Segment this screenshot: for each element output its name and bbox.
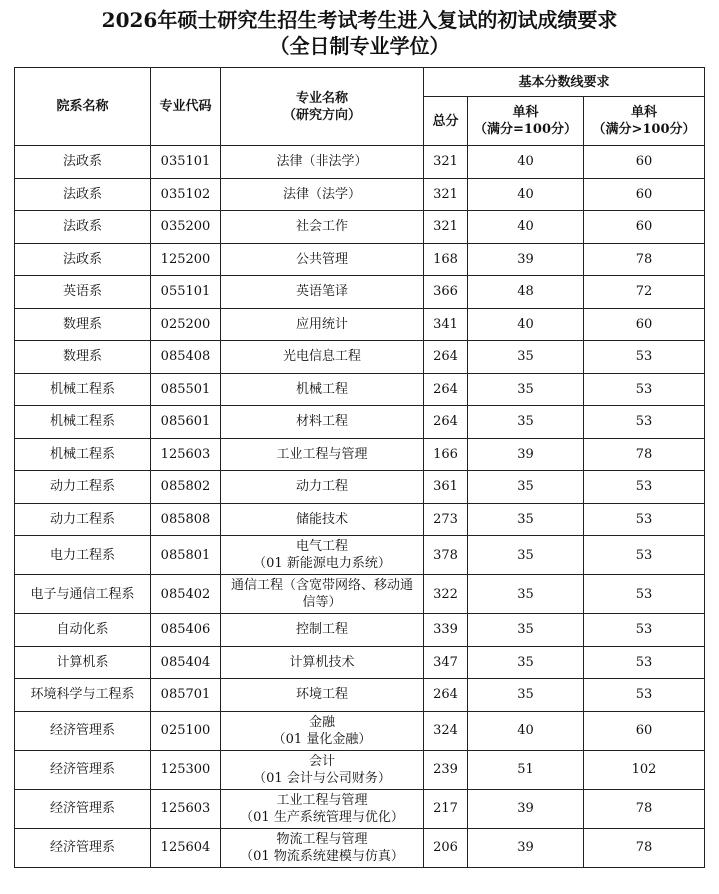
code-cell: 085801	[151, 536, 221, 575]
single-100-score-cell: 35	[468, 536, 584, 575]
dept-cell: 机械工程系	[15, 438, 151, 471]
major-direction: 信等）	[302, 595, 342, 610]
major-name: 法律（非法学）	[276, 154, 368, 170]
dept-cell: 电子与通信工程系	[15, 575, 151, 614]
code-cell: 125200	[151, 243, 221, 276]
total-score-cell: 273	[424, 503, 468, 536]
major-cell	[221, 308, 424, 341]
code-cell: 025100	[151, 711, 221, 750]
table-row	[15, 750, 705, 789]
major-cell	[221, 178, 424, 211]
total-score-cell: 239	[424, 750, 468, 789]
major-cell	[221, 828, 424, 867]
single-over-100-score-cell: 53	[584, 406, 705, 439]
header-major-direction: （研究方向）	[282, 107, 361, 123]
header-single-100	[468, 97, 584, 146]
major-name: 通信工程（含宽带网络、移动通	[230, 578, 413, 593]
code-cell: 085408	[151, 341, 221, 374]
code-cell: 085802	[151, 471, 221, 504]
dept-cell: 动力工程系	[15, 503, 151, 536]
major-cell	[221, 276, 424, 309]
total-score-cell: 206	[424, 828, 468, 867]
dept-cell: 数理系	[15, 308, 151, 341]
single-100-score-cell: 35	[468, 679, 584, 712]
single-over-100-score-cell: 60	[584, 178, 705, 211]
major-name: 环境工程	[295, 687, 348, 703]
single-100-score-cell: 39	[468, 438, 584, 471]
major-name: 社会工作	[295, 219, 348, 235]
dept-cell: 机械工程系	[15, 373, 151, 406]
major-cell	[221, 750, 424, 789]
single-100-score-cell: 39	[468, 243, 584, 276]
total-score-cell: 339	[424, 614, 468, 647]
code-cell: 125300	[151, 750, 221, 789]
dept-cell: 法政系	[15, 211, 151, 244]
dept-cell: 计算机系	[15, 646, 151, 679]
total-score-cell: 264	[424, 373, 468, 406]
header-code: 专业代码	[151, 68, 221, 146]
header-single-over-100-label: 单科	[630, 105, 657, 120]
code-cell: 085601	[151, 406, 221, 439]
single-100-score-cell: 35	[468, 575, 584, 614]
single-100-score-cell: 40	[468, 178, 584, 211]
single-over-100-score-cell: 53	[584, 503, 705, 536]
single-100-score-cell: 40	[468, 308, 584, 341]
single-100-score-cell: 35	[468, 373, 584, 406]
table-row	[15, 828, 705, 867]
table-row	[15, 471, 705, 504]
major-name: 公共管理	[295, 251, 348, 267]
code-cell: 035200	[151, 211, 221, 244]
page-subtitle: （全日制专业学位）	[269, 34, 450, 58]
table-row	[15, 243, 705, 276]
single-over-100-score-cell: 60	[584, 711, 705, 750]
total-score-cell: 361	[424, 471, 468, 504]
total-score-cell: 321	[424, 211, 468, 244]
page-title: 2026年硕士研究生招生考试考生进入复试的初试成绩要求	[101, 8, 618, 32]
header-dept: 院系名称	[15, 68, 151, 146]
table-row	[15, 178, 705, 211]
total-score-cell: 264	[424, 406, 468, 439]
score-requirements-table	[14, 67, 705, 868]
major-name: 物流工程与管理	[276, 831, 368, 847]
table-row	[15, 789, 705, 828]
header-single-100-label: 单科	[512, 105, 539, 120]
major-name: 英语笔译	[295, 284, 348, 300]
dept-cell: 环境科学与工程系	[15, 679, 151, 712]
major-cell	[221, 406, 424, 439]
code-cell: 085402	[151, 575, 221, 614]
major-name: 工业工程与管理	[276, 792, 368, 808]
total-score-cell: 324	[424, 711, 468, 750]
dept-cell: 经济管理系	[15, 750, 151, 789]
single-100-score-cell: 40	[468, 211, 584, 244]
dept-cell: 数理系	[15, 341, 151, 374]
major-cell	[221, 711, 424, 750]
total-score-cell: 347	[424, 646, 468, 679]
single-100-score-cell: 40	[468, 146, 584, 179]
table-row	[15, 341, 705, 374]
dept-cell: 经济管理系	[15, 828, 151, 867]
table-row	[15, 575, 705, 614]
dept-cell: 法政系	[15, 243, 151, 276]
major-name: 工业工程与管理	[276, 446, 368, 462]
table-body	[15, 146, 705, 868]
single-over-100-score-cell: 72	[584, 276, 705, 309]
code-cell: 025200	[151, 308, 221, 341]
major-direction: （01 会计与公司财务）	[253, 770, 391, 786]
major-cell	[221, 614, 424, 647]
header-score-group: 基本分数线要求	[424, 68, 705, 97]
code-cell: 085406	[151, 614, 221, 647]
table-row	[15, 646, 705, 679]
major-name: 金融	[308, 714, 335, 730]
total-score-cell: 166	[424, 438, 468, 471]
header-major-name: 专业名称	[295, 90, 348, 106]
single-over-100-score-cell: 60	[584, 308, 705, 341]
single-100-score-cell: 35	[468, 503, 584, 536]
header-single-over-100	[584, 97, 705, 146]
table-row	[15, 406, 705, 439]
single-over-100-score-cell: 78	[584, 243, 705, 276]
table-row	[15, 536, 705, 575]
table-row	[15, 438, 705, 471]
single-over-100-score-cell: 78	[584, 789, 705, 828]
single-over-100-score-cell: 78	[584, 438, 705, 471]
header-single-over-100-note: （满分>100分）	[592, 122, 696, 137]
code-cell: 055101	[151, 276, 221, 309]
total-score-cell: 321	[424, 146, 468, 179]
single-100-score-cell: 39	[468, 828, 584, 867]
total-score-cell: 321	[424, 178, 468, 211]
code-cell: 085808	[151, 503, 221, 536]
table-row	[15, 308, 705, 341]
major-direction: （01 物流系统建模与仿真）	[240, 848, 404, 864]
single-over-100-score-cell: 53	[584, 575, 705, 614]
major-name: 应用统计	[295, 316, 348, 332]
single-over-100-score-cell: 60	[584, 146, 705, 179]
major-name: 会计	[308, 753, 335, 769]
major-name: 法律（法学）	[282, 186, 361, 202]
single-100-score-cell: 40	[468, 711, 584, 750]
total-score-cell: 366	[424, 276, 468, 309]
dept-cell: 经济管理系	[15, 789, 151, 828]
single-over-100-score-cell: 102	[584, 750, 705, 789]
code-cell: 035101	[151, 146, 221, 179]
dept-cell: 英语系	[15, 276, 151, 309]
header-major	[221, 68, 424, 146]
dept-cell: 法政系	[15, 146, 151, 179]
major-name: 储能技术	[295, 511, 348, 527]
code-cell: 085701	[151, 679, 221, 712]
single-100-score-cell: 35	[468, 614, 584, 647]
single-over-100-score-cell: 53	[584, 341, 705, 374]
major-direction: （01 新能源电力系统）	[253, 556, 391, 571]
major-cell	[221, 438, 424, 471]
single-100-score-cell: 48	[468, 276, 584, 309]
table-row	[15, 373, 705, 406]
dept-cell: 机械工程系	[15, 406, 151, 439]
single-over-100-score-cell: 53	[584, 614, 705, 647]
major-cell	[221, 646, 424, 679]
major-name: 计算机技术	[289, 654, 355, 670]
code-cell: 085501	[151, 373, 221, 406]
code-cell: 125603	[151, 789, 221, 828]
table-row	[15, 276, 705, 309]
single-over-100-score-cell: 60	[584, 211, 705, 244]
single-100-score-cell: 35	[468, 646, 584, 679]
major-cell	[221, 243, 424, 276]
code-cell: 085404	[151, 646, 221, 679]
code-cell: 035102	[151, 178, 221, 211]
single-100-score-cell: 39	[468, 789, 584, 828]
dept-cell: 法政系	[15, 178, 151, 211]
major-cell	[221, 503, 424, 536]
dept-cell: 电力工程系	[15, 536, 151, 575]
major-cell	[221, 536, 424, 575]
major-cell	[221, 341, 424, 374]
single-over-100-score-cell: 53	[584, 536, 705, 575]
header-single-100-note: （满分=100分）	[473, 122, 578, 137]
major-cell	[221, 679, 424, 712]
header-total: 总分	[424, 97, 468, 146]
total-score-cell: 378	[424, 536, 468, 575]
total-score-cell: 217	[424, 789, 468, 828]
major-name: 动力工程	[295, 479, 348, 495]
major-name: 机械工程	[295, 381, 348, 397]
single-100-score-cell: 51	[468, 750, 584, 789]
single-100-score-cell: 35	[468, 341, 584, 374]
major-cell	[221, 575, 424, 614]
major-cell	[221, 146, 424, 179]
single-over-100-score-cell: 53	[584, 646, 705, 679]
table-row	[15, 711, 705, 750]
total-score-cell: 264	[424, 679, 468, 712]
single-over-100-score-cell: 78	[584, 828, 705, 867]
single-over-100-score-cell: 53	[584, 373, 705, 406]
table-row	[15, 679, 705, 712]
total-score-cell: 341	[424, 308, 468, 341]
major-name: 光电信息工程	[282, 349, 361, 365]
table-row	[15, 146, 705, 179]
total-score-cell: 322	[424, 575, 468, 614]
major-name: 电气工程	[295, 539, 348, 554]
total-score-cell: 168	[424, 243, 468, 276]
single-over-100-score-cell: 53	[584, 679, 705, 712]
single-100-score-cell: 35	[468, 406, 584, 439]
code-cell: 125603	[151, 438, 221, 471]
single-100-score-cell: 35	[468, 471, 584, 504]
code-cell: 125604	[151, 828, 221, 867]
single-over-100-score-cell: 53	[584, 471, 705, 504]
major-cell	[221, 373, 424, 406]
major-name: 材料工程	[295, 414, 348, 430]
major-cell	[221, 789, 424, 828]
major-cell	[221, 211, 424, 244]
dept-cell: 动力工程系	[15, 471, 151, 504]
table-row	[15, 211, 705, 244]
major-direction: （01 生产系统管理与优化）	[240, 809, 404, 825]
table-row	[15, 614, 705, 647]
dept-cell: 自动化系	[15, 614, 151, 647]
major-name: 控制工程	[295, 622, 348, 638]
major-direction: （01 量化金融）	[272, 731, 372, 747]
table-row	[15, 503, 705, 536]
dept-cell: 经济管理系	[15, 711, 151, 750]
total-score-cell: 264	[424, 341, 468, 374]
major-cell	[221, 471, 424, 504]
